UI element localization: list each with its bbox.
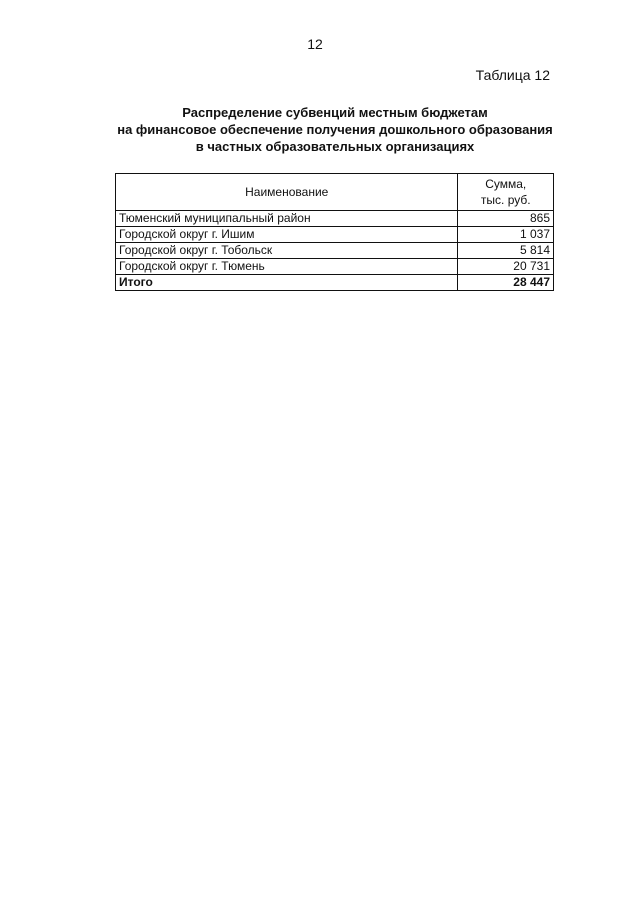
table-row <box>116 243 554 259</box>
subvention-table <box>115 173 554 291</box>
total-label: Итого <box>116 275 458 291</box>
table-row <box>116 211 554 227</box>
row-name: Городской округ г. Ишим <box>116 227 458 243</box>
row-value: 5 814 <box>458 243 554 259</box>
row-value: 865 <box>458 211 554 227</box>
header-sum-line: Сумма, <box>485 177 527 191</box>
table-row <box>116 259 554 275</box>
table-row <box>116 227 554 243</box>
title-line: в частных образовательных организациях <box>195 139 475 154</box>
document-title <box>0 104 640 155</box>
total-value: 28 447 <box>458 275 554 291</box>
page-number: 12 <box>307 36 323 52</box>
table-label: Таблица 12 <box>475 67 550 83</box>
row-name: Городской округ г. Тобольск <box>116 243 458 259</box>
header-name: Наименование <box>116 174 458 211</box>
header-sum <box>458 174 554 211</box>
title-line: Распределение субвенций местным бюджетам <box>182 105 488 120</box>
total-row <box>116 275 554 291</box>
row-name: Городской округ г. Тюмень <box>116 259 458 275</box>
table-header-row <box>116 174 554 211</box>
row-value: 20 731 <box>458 259 554 275</box>
title-line: на финансовое обеспечение получения дошкольного образования <box>117 122 553 137</box>
row-name: Тюменский муниципальный район <box>116 211 458 227</box>
row-value: 1 037 <box>458 227 554 243</box>
header-sum-unit: тыс. руб. <box>480 193 531 207</box>
